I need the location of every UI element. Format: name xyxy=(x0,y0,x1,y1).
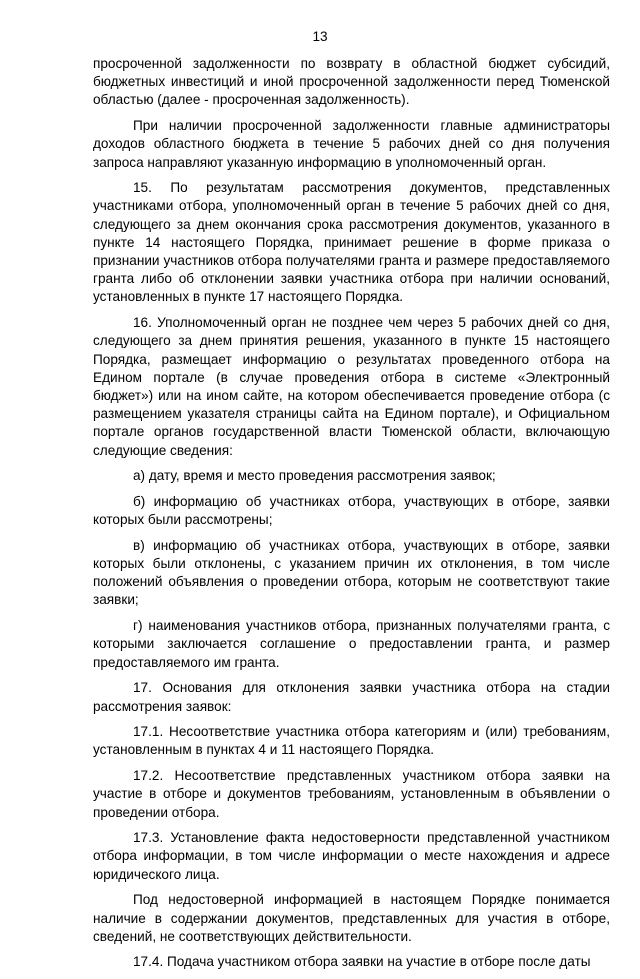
paragraph: 17.4. Подача участником отбора заявки на участие в отборе после даты xyxy=(133,954,591,970)
paragraph: в) информацию об участниках отбора, участвующих в отборе, заявки которых были отклонены, с указанием причин их отклонения, в том числе положений объявления о проведении отбора, которым не соответствуют такие заявки; xyxy=(93,537,610,608)
paragraph: а) дату, время и место проведения рассмотрения заявок; xyxy=(133,468,496,484)
paragraph: 16. Уполномоченный орган не позднее чем через 5 рабочих дней со дня, следующего за днем принятия решения, указанного в пункте 15 настоящего Порядка, размещает информацию о результатах проведенного отбора на Едином портале (в случае проведения отбора в системе «Электронный бюджет») или на ином сайте, на котором обеспечивается проведение отбора (с размещением указателя страницы сайта на Едином портале), и Официальном портале органов государственной власти Тюменской области, включающую следующие сведения: xyxy=(93,315,610,458)
page-number: 13 xyxy=(312,29,328,44)
document-body xyxy=(93,55,610,979)
paragraph: 15. По результатам рассмотрения документов, представленных участниками отбора, уполномоченный орган в течение 5 рабочих дней со дня, следующего за днем окончания срока рассмотрения документов, указанного в пункте 14 настоящего Порядка, принимает решение в форме приказа о признании участников отбора получателями гранта и размере предоставляемого гранта либо об отклонении заявки участника отбора при наличии оснований, установленных в пункте 17 настоящего Порядка. xyxy=(93,180,610,305)
paragraph: 17.2. Несоответствие представленных участником отбора заявки на участие в отборе и документов требованиям, установленным в объявлении о проведении отбора. xyxy=(93,768,610,820)
paragraph: 17.1. Несоответствие участника отбора категориям и (или) требованиям, установленным в пунктах 4 и 11 настоящего Порядка. xyxy=(93,724,610,758)
paragraph: просроченной задолженности по возврату в областной бюджет субсидий, бюджетных инвестиций и иной просроченной задолженности перед Тюменской областью (далее - просроченная задолженность). xyxy=(93,56,610,108)
paragraph: При наличии просроченной задолженности главные администраторы доходов областного бюджета в течение 5 рабочих дней со дня получения запроса направляют указанную информацию в уполномоченный орган. xyxy=(93,118,610,170)
paragraph: Под недостоверной информацией в настоящем Порядке понимается наличие в содержании документов, представленных для участия в отборе, сведений, не соответствующих действительности. xyxy=(93,892,610,944)
paragraph: б) информацию об участниках отбора, участвующих в отборе, заявки которых были рассмотрены; xyxy=(93,493,610,528)
paragraph: г) наименования участников отбора, признанных получателями гранта, с которыми заключается соглашение о предоставлении гранта, и размер предоставляемого им гранта. xyxy=(93,618,610,670)
paragraph: 17.3. Установление факта недостоверности представленной участником отбора информации, в том числе информации о месте нахождения и адресе юридического лица. xyxy=(93,830,610,882)
paragraph: 17. Основания для отклонения заявки участника отбора на стадии рассмотрения заявок: xyxy=(93,680,610,714)
